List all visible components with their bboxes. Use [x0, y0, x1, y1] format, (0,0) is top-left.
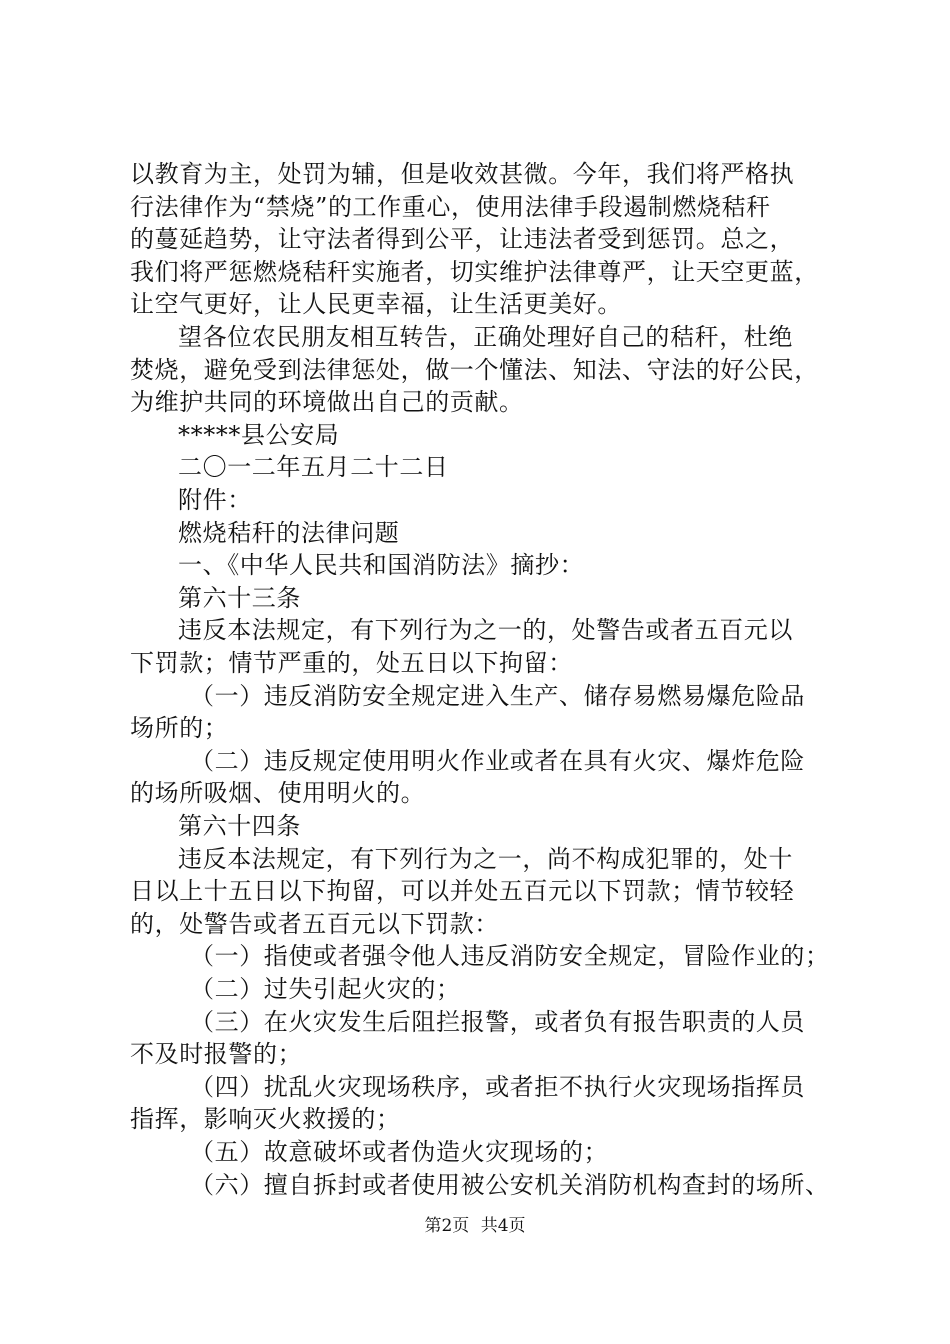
body-text-line: 第六十三条 — [178, 584, 301, 612]
body-text-line: （三）在火灾发生后阻拦报警，或者负有报告职责的人员 — [190, 1008, 805, 1036]
body-text-line: 的蔓延趋势，让守法者得到公平，让违法者受到惩罚。总之， — [130, 225, 795, 253]
page-total: 共4页 — [480, 1216, 526, 1236]
body-text-line: 焚烧，避免受到法律惩处，做一个懂法、知法、守法的好公民， — [130, 356, 819, 384]
body-text-line: 场所的； — [130, 714, 229, 742]
body-text-line: 让空气更好，让人民更幸福，让生活更美好。 — [130, 290, 622, 318]
page-number: 第2页 — [424, 1216, 470, 1236]
body-text-line: 日以上十五日以下拘留，可以并处五百元以下罚款；情节较轻 — [130, 877, 795, 905]
body-text-line: 的，处警告或者五百元以下罚款： — [130, 910, 499, 938]
body-text-line: 行法律作为“禁烧”的工作重心，使用法律手段遏制燃烧秸秆 — [130, 193, 771, 221]
body-text-line: 我们将严惩燃烧秸秆实施者，切实维护法律尊严，让天空更蓝， — [130, 258, 819, 286]
body-text-line: 以教育为主，处罚为辅，但是收效甚微。今年，我们将严格执 — [130, 160, 795, 188]
body-text-line: （二）过失引起火灾的； — [190, 975, 461, 1003]
body-text-line: （六）擅自拆封或者使用被公安机关消防机构查封的场所、 — [190, 1171, 830, 1199]
body-text-line: （四）扰乱火灾现场秩序，或者拒不执行火灾现场指挥员 — [190, 1073, 805, 1101]
body-text-line: 二〇一二年五月二十二日 — [178, 453, 449, 481]
body-text-line: （二）违反规定使用明火作业或者在具有火灾、爆炸危险 — [190, 747, 805, 775]
body-text-line: 不及时报警的； — [130, 1040, 303, 1068]
body-text-line: （一）违反消防安全规定进入生产、储存易燃易爆危险品 — [190, 682, 805, 710]
body-text-line: 附件： — [178, 486, 252, 514]
body-text-line: 一、《中华人民共和国消防法》摘抄： — [178, 551, 585, 579]
body-text-line: *****县公安局 — [178, 421, 340, 449]
body-text-line: 望各位农民朋友相互转告，正确处理好自己的秸秆，杜绝 — [178, 323, 793, 351]
body-text-line: 违反本法规定，有下列行为之一，尚不构成犯罪的，处十 — [178, 845, 793, 873]
body-text-line: 下罚款；情节严重的，处五日以下拘留： — [130, 649, 573, 677]
body-text-line: 违反本法规定，有下列行为之一的，处警告或者五百元以 — [178, 616, 793, 644]
body-text-line: （五）故意破坏或者伪造火灾现场的； — [190, 1138, 609, 1166]
body-text-line: 第六十四条 — [178, 812, 301, 840]
body-text-line: 为维护共同的环境做出自己的贡献。 — [130, 388, 524, 416]
body-text-line: 燃烧秸秆的法律问题 — [178, 519, 400, 547]
body-text-line: 的场所吸烟、使用明火的。 — [130, 779, 426, 807]
body-text-line: 指挥，影响灭火救援的； — [130, 1105, 401, 1133]
body-text-line: （一）指使或者强令他人违反消防安全规定，冒险作业的； — [190, 942, 830, 970]
page-footer — [0, 1215, 950, 1237]
